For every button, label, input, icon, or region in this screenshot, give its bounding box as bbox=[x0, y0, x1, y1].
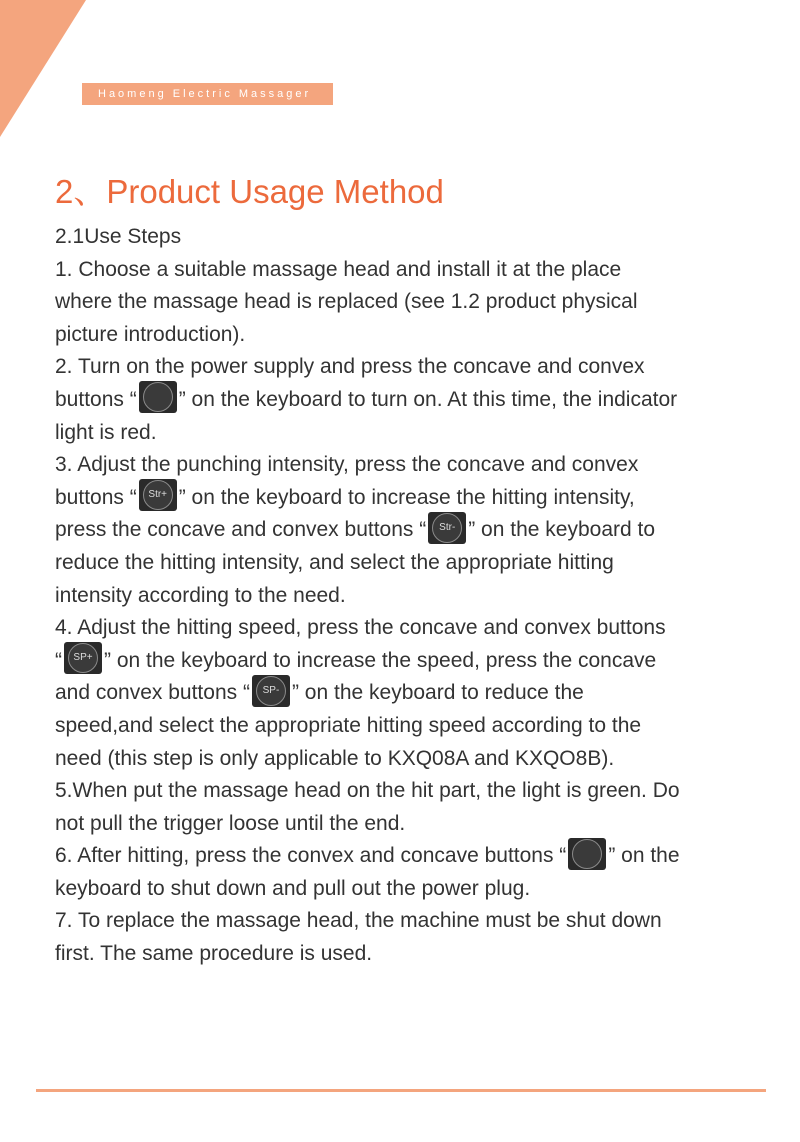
step-4-line-3 bbox=[55, 677, 755, 710]
step-6-line-1 bbox=[55, 840, 755, 873]
strength-up-label: Str+ bbox=[143, 480, 173, 510]
step-4-line-5: need (this step is only applicable to KXQ08A and KXQO8B). bbox=[55, 746, 615, 770]
step-6-line-2: keyboard to shut down and pull out the power plug. bbox=[55, 876, 531, 900]
power-button-icon bbox=[139, 381, 177, 413]
step-7-line-1: 7. To replace the massage head, the machine must be shut down bbox=[55, 909, 662, 933]
section-title: 2、Product Usage Method bbox=[55, 173, 444, 210]
step-2-text-a: buttons “ bbox=[55, 387, 137, 411]
step-3-text-d: ” on the keyboard to bbox=[468, 518, 656, 542]
step-7-line-2: first. The same procedure is used. bbox=[55, 942, 373, 966]
step-2-line-1: 2. Turn on the power supply and press the concave and convex bbox=[55, 355, 645, 379]
step-4-line-4: speed,and select the appropriate hitting speed according to the bbox=[55, 713, 642, 737]
step-4-text-a: “ bbox=[55, 648, 62, 672]
strength-down-button-icon bbox=[428, 512, 466, 544]
step-1-line-3: picture introduction). bbox=[55, 322, 246, 346]
step-3-line-3 bbox=[55, 514, 755, 547]
step-3-text-b: ” on the keyboard to increase the hitting intensity, bbox=[178, 485, 635, 509]
step-3-line-2 bbox=[55, 482, 755, 515]
power-off-button-label bbox=[572, 839, 602, 869]
step-1-line-1: 1. Choose a suitable massage head and install it at the place bbox=[55, 257, 622, 281]
step-4-text-d: ” on the keyboard to reduce the bbox=[291, 681, 584, 705]
speed-up-label: SP+ bbox=[68, 643, 98, 673]
strength-down-label: Str- bbox=[432, 513, 462, 543]
step-4-line-2 bbox=[55, 645, 755, 678]
speed-down-label: SP- bbox=[256, 676, 286, 706]
step-2-line-2 bbox=[55, 384, 755, 417]
step-4-text-b: ” on the keyboard to increase the speed, press the concave bbox=[104, 648, 657, 672]
usage-steps bbox=[55, 221, 755, 971]
step-2-text-b: ” on the keyboard to turn on. At this time, the indicator bbox=[178, 387, 678, 411]
step-3-line-4: reduce the hitting intensity, and select the appropriate hitting bbox=[55, 550, 614, 574]
power-button-label bbox=[143, 382, 173, 412]
step-3-line-5: intensity according to the need. bbox=[55, 583, 346, 607]
step-3-line-1: 3. Adjust the punching intensity, press the concave and convex bbox=[55, 453, 639, 477]
strength-up-button-icon bbox=[139, 479, 177, 511]
step-5-line-1: 5.When put the massage head on the hit part, the light is green. Do bbox=[55, 779, 680, 803]
footer-divider bbox=[36, 1089, 766, 1092]
step-3-text-c: press the concave and convex buttons “ bbox=[55, 518, 427, 542]
step-5-line-2: not pull the trigger loose until the end. bbox=[55, 811, 406, 835]
step-6-text-a: 6. After hitting, press the convex and concave buttons “ bbox=[55, 844, 567, 868]
corner-decoration bbox=[0, 0, 86, 137]
header-banner: Haomeng Electric Massager bbox=[82, 83, 333, 105]
power-off-button-icon bbox=[568, 838, 606, 870]
step-4-line-1: 4. Adjust the hitting speed, press the concave and convex buttons bbox=[55, 616, 666, 640]
speed-down-button-icon bbox=[252, 675, 290, 707]
step-1-line-2: where the massage head is replaced (see 1.2 product physical bbox=[55, 290, 638, 314]
subsection-heading: 2.1Use Steps bbox=[55, 225, 182, 248]
step-3-text-a: buttons “ bbox=[55, 485, 137, 509]
step-2-line-3: light is red. bbox=[55, 420, 157, 444]
step-4-text-c: and convex buttons “ bbox=[55, 681, 250, 705]
speed-up-button-icon bbox=[64, 642, 102, 674]
step-6-text-b: ” on the bbox=[608, 844, 680, 868]
